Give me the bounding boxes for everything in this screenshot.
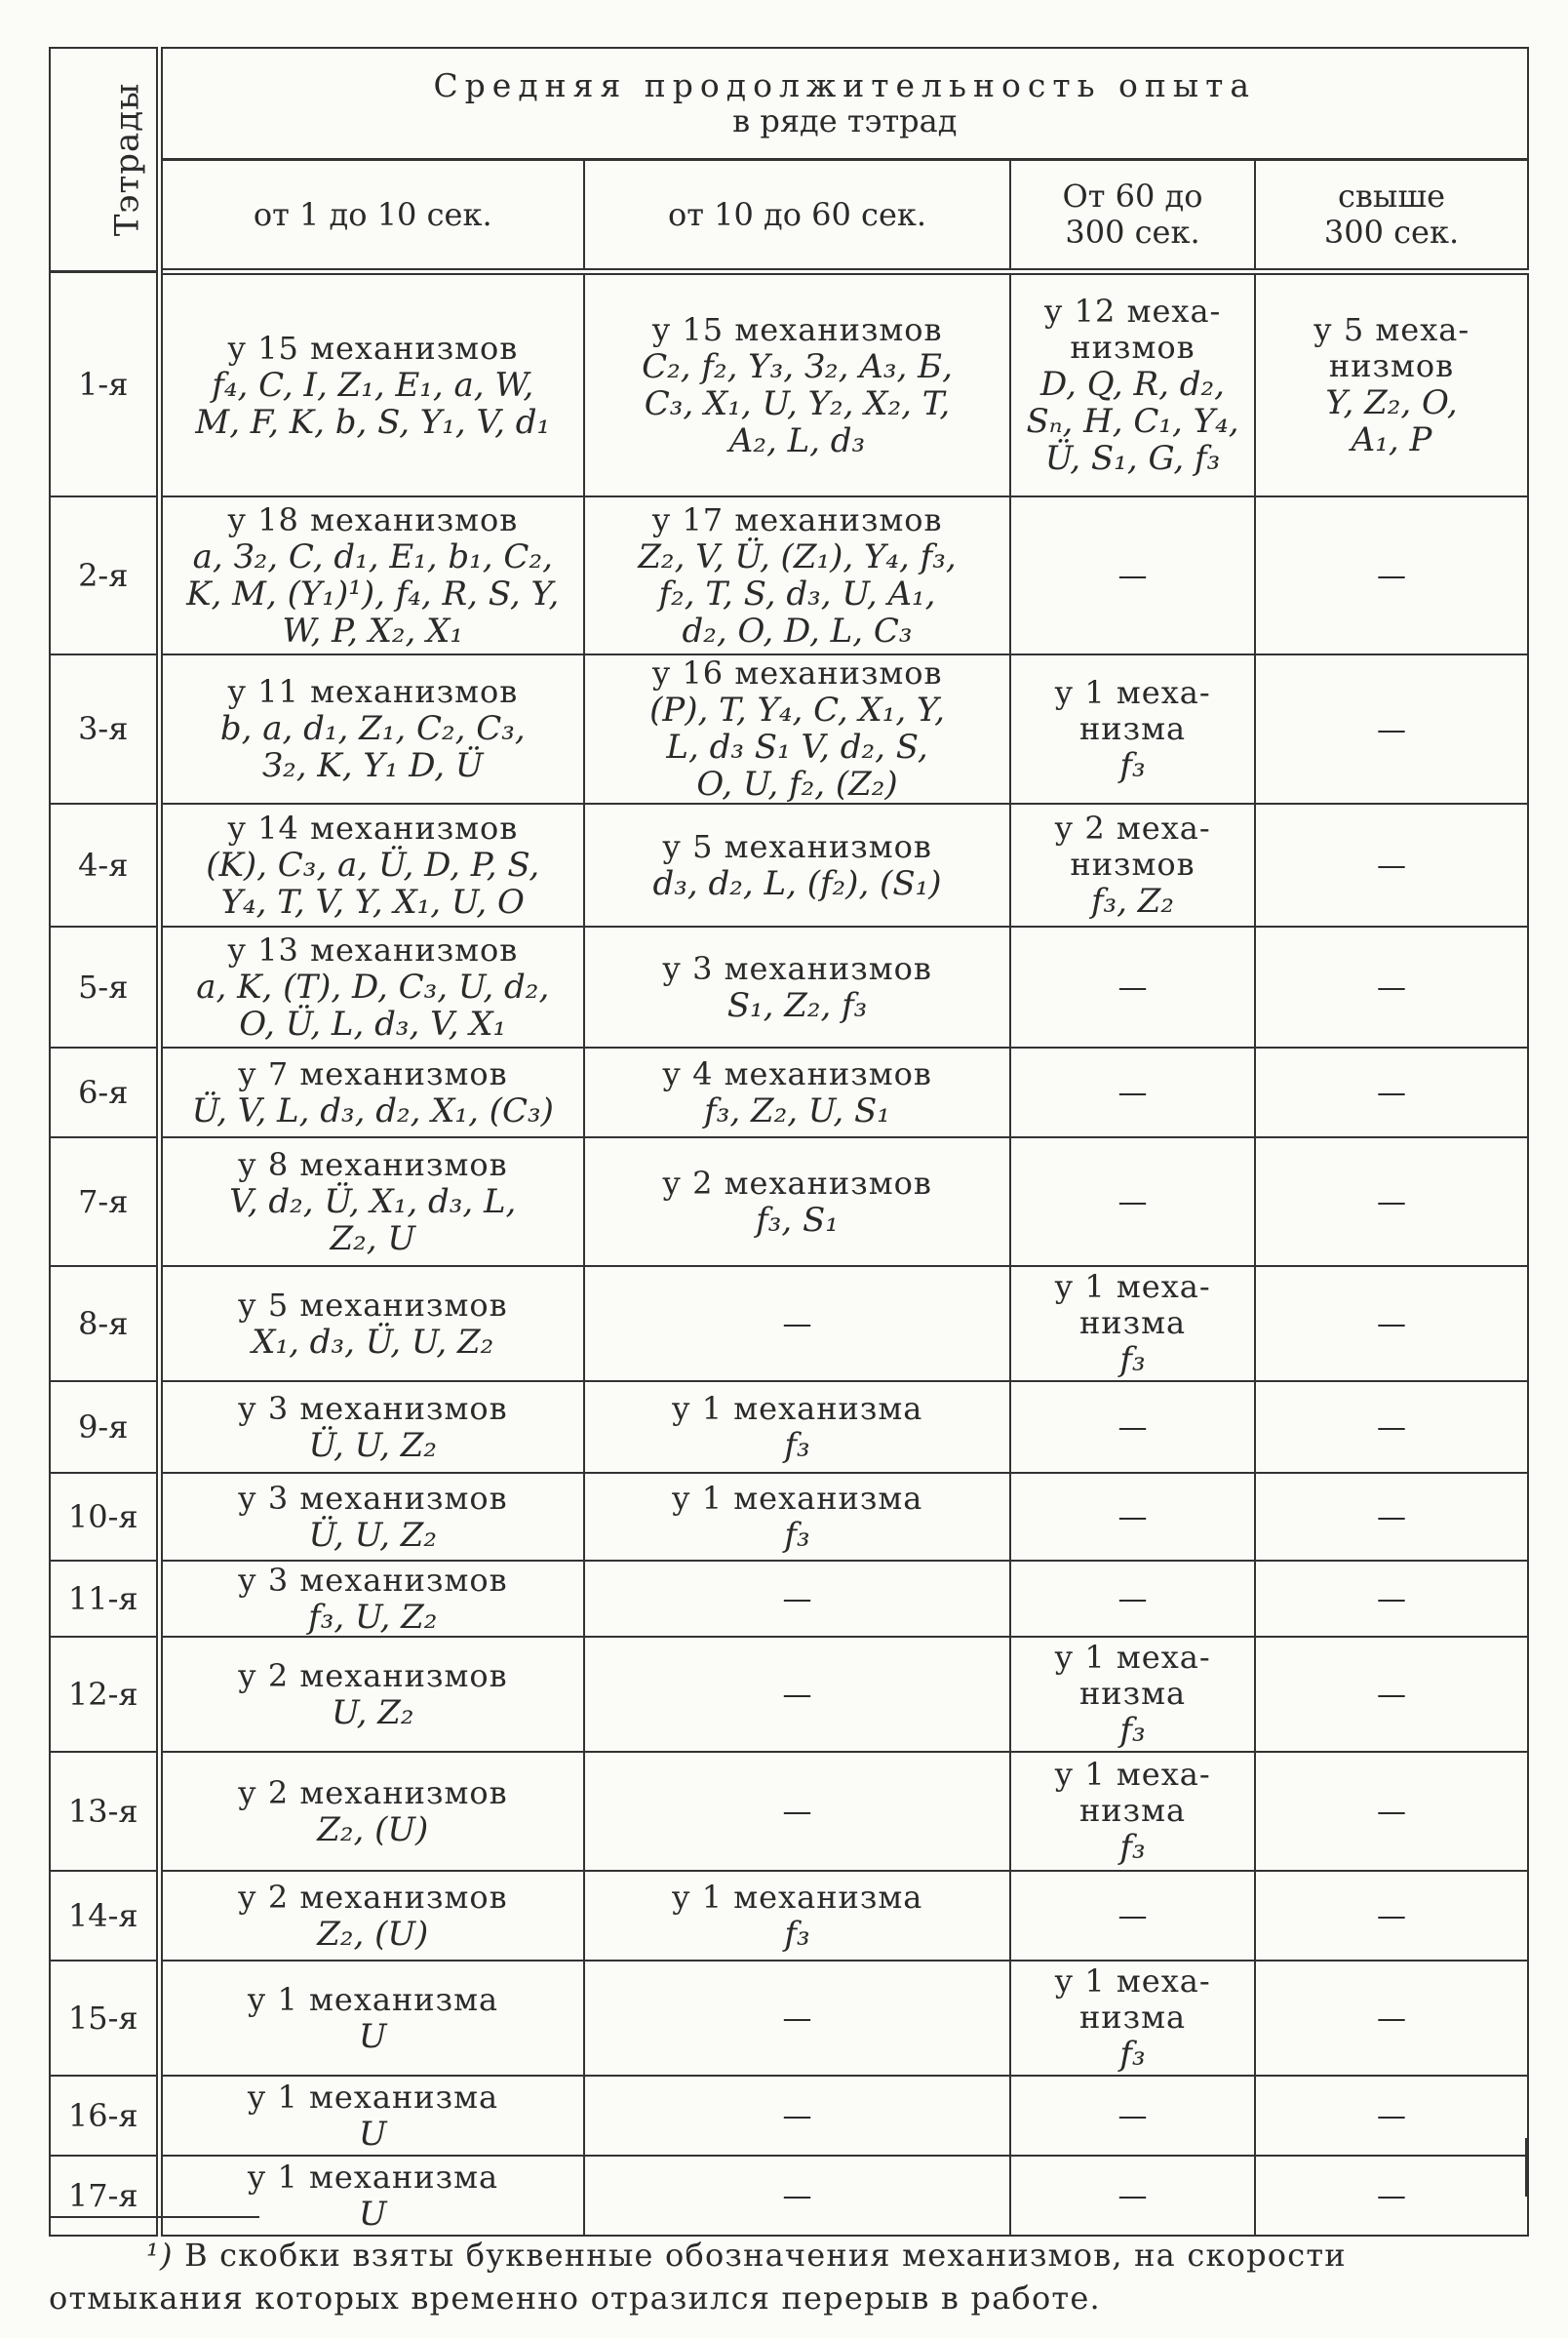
mechanism-list: b, a, d₁, Z₁, C₂, C₃, xyxy=(219,709,526,748)
cell-c2 xyxy=(584,654,1010,804)
mechanism-count: у 1 механизма xyxy=(671,1389,923,1427)
mechanism-count: у 5 механизмов xyxy=(662,827,932,865)
empty-dash: — xyxy=(1117,1899,1148,1933)
cell-c1 xyxy=(159,1381,584,1473)
tetrad-label: 4-я xyxy=(50,804,159,927)
cell-c2 xyxy=(584,1473,1010,1561)
cell-c3 xyxy=(1010,496,1255,654)
empty-dash: — xyxy=(1377,1795,1407,1829)
table-header xyxy=(50,48,1528,272)
empty-dash: — xyxy=(1117,1500,1148,1534)
mechanism-count-cont: низма xyxy=(1078,1304,1187,1341)
mechanism-list: V, d₂, Ü, X₁, d₃, L, xyxy=(229,1181,517,1221)
mechanism-count: у 14 механизмов xyxy=(227,809,519,847)
mechanism-list: Z₂, U xyxy=(330,1218,416,1258)
mechanism-list: f₃, U, Z₂ xyxy=(308,1597,438,1637)
empty-dash: — xyxy=(1377,2001,1407,2036)
mechanism-count: у 5 меха- xyxy=(1313,311,1470,348)
tetrad-label: 6-я xyxy=(50,1048,159,1137)
cell-c4 xyxy=(1255,1137,1528,1266)
mechanism-list: f₃ xyxy=(1119,2035,1146,2074)
column-header-60-300 xyxy=(1010,160,1255,272)
cell-c4 xyxy=(1255,2156,1528,2236)
data-table xyxy=(49,47,1529,2237)
mechanism-list: f₃ xyxy=(784,1515,810,1555)
cell-c2 xyxy=(584,272,1010,497)
cell-c1 xyxy=(159,927,584,1048)
mechanism-list: X₁, d₃, Ü, U, Z₂ xyxy=(252,1322,494,1362)
mechanism-count: у 13 механизмов xyxy=(227,931,519,969)
cell-c2 xyxy=(584,1561,1010,1637)
tetrad-label: 17-я xyxy=(50,2156,159,2236)
table-row xyxy=(50,1561,1528,1637)
tetrad-label: 9-я xyxy=(50,1381,159,1473)
empty-dash: — xyxy=(1377,1899,1407,1933)
empty-dash: — xyxy=(1117,1076,1148,1110)
mechanism-list: O, U, f₂, (Z₂) xyxy=(696,765,898,804)
cell-c4 xyxy=(1255,1752,1528,1871)
mechanism-count: у 2 механизмов xyxy=(662,1164,932,1202)
column-header-label: свыше xyxy=(1337,178,1446,215)
tetrad-header xyxy=(50,48,159,272)
column-header-label: от 1 до 10 сек. xyxy=(253,195,492,233)
mechanism-count: у 15 механизмов xyxy=(227,329,519,367)
empty-dash: — xyxy=(782,2099,812,2133)
cell-c3 xyxy=(1010,1266,1255,1381)
mechanism-list: d₂, O, D, L, C₃ xyxy=(682,611,913,651)
mechanism-count: у 2 механизмов xyxy=(237,1656,508,1694)
cell-c3 xyxy=(1010,2076,1255,2156)
empty-dash: — xyxy=(1377,1500,1407,1534)
cell-c1 xyxy=(159,1637,584,1752)
mechanism-count: у 11 механизмов xyxy=(227,673,519,710)
tetrad-label: 11-я xyxy=(50,1561,159,1637)
mechanism-list: f₃ xyxy=(784,1914,810,1954)
empty-dash: — xyxy=(1117,2179,1148,2213)
mechanism-count-cont: низмов xyxy=(1070,329,1196,366)
mechanism-list: f₃ xyxy=(1119,745,1146,785)
table-row xyxy=(50,1752,1528,1871)
mechanism-list: Ü, V, L, d₃, d₂, X₁, (C₃) xyxy=(191,1090,554,1130)
table-row xyxy=(50,1266,1528,1381)
cell-c1 xyxy=(159,1961,584,2076)
mechanism-list: A₂, L, d₃ xyxy=(728,420,866,460)
group-title-line2: в ряде тэтрад xyxy=(732,102,958,139)
cell-c4 xyxy=(1255,1048,1528,1137)
cell-c3 xyxy=(1010,1752,1255,1871)
mechanism-count: у 2 механизмов xyxy=(237,1878,508,1916)
mechanism-count-cont: низмов xyxy=(1070,846,1196,883)
tetrad-label: 8-я xyxy=(50,1266,159,1381)
tetrad-label: 13-я xyxy=(50,1752,159,1871)
cell-c1 xyxy=(159,1871,584,1961)
tetrad-label: 2-я xyxy=(50,496,159,654)
mechanism-list: U xyxy=(358,2016,387,2056)
table-row xyxy=(50,1871,1528,1961)
cell-c1 xyxy=(159,2076,584,2156)
mechanism-list: W, P, X₂, X₁ xyxy=(282,611,463,651)
empty-dash: — xyxy=(782,1582,812,1616)
column-header-label: От 60 до xyxy=(1062,178,1203,215)
cell-c2 xyxy=(584,1961,1010,2076)
cell-c3 xyxy=(1010,804,1255,927)
tetrad-label: 7-я xyxy=(50,1137,159,1266)
mechanism-count: у 1 меха- xyxy=(1054,1639,1211,1676)
mechanism-list: O, Ü, L, d₃, V, X₁ xyxy=(239,1004,507,1044)
mechanism-list: a, K, (T), D, C₃, U, d₂, xyxy=(196,967,550,1007)
cell-c4 xyxy=(1255,1961,1528,2076)
mechanism-list: f₃, S₁ xyxy=(756,1200,839,1240)
mechanism-list: f₂, T, S, d₃, U, A₁, xyxy=(658,574,936,614)
mechanism-list: U, Z₂ xyxy=(332,1692,414,1732)
group-title-line1: Средняя продолжительность опыта xyxy=(433,66,1257,104)
cell-c2 xyxy=(584,804,1010,927)
table-row xyxy=(50,1048,1528,1137)
mechanism-list: M, F, K, b, S, Y₁, V, d₁ xyxy=(195,402,551,442)
mechanism-list: Z₂, (U) xyxy=(317,1809,429,1849)
cell-c1 xyxy=(159,1752,584,1871)
table-body xyxy=(50,272,1528,2237)
cell-c2 xyxy=(584,1381,1010,1473)
column-header-over-300 xyxy=(1255,160,1528,272)
cell-c3 xyxy=(1010,1561,1255,1637)
mechanism-list: f₃ xyxy=(784,1425,810,1465)
mechanism-list: З₂, K, Y₁ D, Ü xyxy=(261,746,484,785)
empty-dash: — xyxy=(1377,1678,1407,1712)
cell-c3 xyxy=(1010,1137,1255,1266)
table-row xyxy=(50,804,1528,927)
empty-dash: — xyxy=(1117,2099,1148,2133)
mechanism-count: у 5 механизмов xyxy=(237,1286,508,1324)
mechanism-count-cont: низма xyxy=(1078,1999,1187,2036)
column-header-label: 300 сек. xyxy=(1323,214,1460,251)
mechanism-count: у 1 механизма xyxy=(247,2078,499,2116)
empty-dash: — xyxy=(782,1678,812,1712)
empty-dash: — xyxy=(782,1307,812,1341)
mechanism-count-cont: низма xyxy=(1078,1792,1187,1829)
mechanism-list: f₃ xyxy=(1119,1340,1146,1379)
cell-c4 xyxy=(1255,804,1528,927)
cell-c4 xyxy=(1255,1871,1528,1961)
empty-dash: — xyxy=(1377,1307,1407,1341)
mechanism-list: Y, Z₂, O, xyxy=(1325,383,1458,422)
mechanism-count: у 16 механизмов xyxy=(651,654,943,692)
cell-c2 xyxy=(584,2156,1010,2236)
empty-dash: — xyxy=(1117,1185,1148,1219)
mechanism-list: Z₂, V, Ü, (Z₁), Y₄, f₃, xyxy=(638,536,957,576)
cell-c2 xyxy=(584,2076,1010,2156)
mechanism-count: у 12 меха- xyxy=(1043,293,1222,330)
cell-c3 xyxy=(1010,654,1255,804)
tetrad-label: 12-я xyxy=(50,1637,159,1752)
empty-dash: — xyxy=(1377,712,1407,747)
cell-c3 xyxy=(1010,272,1255,497)
cell-c1 xyxy=(159,496,584,654)
cell-c1 xyxy=(159,1266,584,1381)
tetrad-label: 3-я xyxy=(50,654,159,804)
mechanism-count: у 2 меха- xyxy=(1054,810,1211,847)
mechanism-list: C₂, f₂, Y₃, З₂, A₃, Б, xyxy=(642,346,953,386)
table-row xyxy=(50,654,1528,804)
table-row xyxy=(50,272,1528,497)
cell-c1 xyxy=(159,1473,584,1561)
empty-dash: — xyxy=(1377,1410,1407,1445)
mechanism-count: у 1 меха- xyxy=(1054,1756,1211,1793)
cell-c4 xyxy=(1255,1381,1528,1473)
cell-c1 xyxy=(159,804,584,927)
empty-dash: — xyxy=(1377,971,1407,1005)
mechanism-count-cont: низмов xyxy=(1328,347,1455,384)
mechanism-list: Y₄, T, V, Y, X₁, U, O xyxy=(220,882,525,922)
footnote xyxy=(49,2234,1527,2319)
mechanism-count: у 3 механизмов xyxy=(662,949,932,987)
empty-dash: — xyxy=(1377,849,1407,883)
mechanism-list: f₃ xyxy=(1119,1828,1146,1867)
empty-dash: — xyxy=(782,2001,812,2036)
cell-c3 xyxy=(1010,1381,1255,1473)
cell-c2 xyxy=(584,1266,1010,1381)
mechanism-count: у 3 механизмов xyxy=(237,1389,508,1427)
empty-dash: — xyxy=(1117,559,1148,593)
mechanism-count: у 1 меха- xyxy=(1054,673,1211,711)
mechanism-list: Ü, S₁, G, f₃ xyxy=(1044,439,1221,478)
table-row xyxy=(50,2156,1528,2236)
mechanism-list: U xyxy=(358,2194,387,2234)
cell-c4 xyxy=(1255,496,1528,654)
cell-c4 xyxy=(1255,2076,1528,2156)
mechanism-count: у 1 механизма xyxy=(247,2158,499,2196)
mechanism-count: у 4 механизмов xyxy=(662,1054,932,1092)
tetrad-label: 10-я xyxy=(50,1473,159,1561)
empty-dash: — xyxy=(1377,1185,1407,1219)
table-row xyxy=(50,1137,1528,1266)
empty-dash: — xyxy=(782,2179,812,2213)
tetrad-header-label: Тэтрады xyxy=(107,82,147,237)
mechanism-list: L, d₃ S₁ V, d₂, S, xyxy=(666,728,928,767)
mechanism-list: d₃, d₂, L, (f₂), (S₁) xyxy=(652,863,942,903)
column-header-label: от 10 до 60 сек. xyxy=(667,195,927,233)
empty-dash: — xyxy=(782,1795,812,1829)
cell-c2 xyxy=(584,1137,1010,1266)
empty-dash: — xyxy=(1377,559,1407,593)
mechanism-count: у 7 механизмов xyxy=(237,1054,508,1092)
tetrad-label: 16-я xyxy=(50,2076,159,2156)
mechanism-count: у 1 меха- xyxy=(1054,1962,1211,2000)
footnote-text: В скобки взяты буквенные обозначения механизмов, на скорости отмыкания которых временно отразился перерыв в работе. xyxy=(49,2237,1347,2317)
column-header-label: 300 сек. xyxy=(1065,214,1200,251)
cell-c2 xyxy=(584,1871,1010,1961)
mechanism-count: у 8 механизмов xyxy=(237,1145,508,1183)
column-header-10-60 xyxy=(584,160,1010,272)
tetrad-label: 14-я xyxy=(50,1871,159,1961)
cell-c3 xyxy=(1010,1637,1255,1752)
cell-c4 xyxy=(1255,1266,1528,1381)
mechanism-list: Z₂, (U) xyxy=(317,1914,429,1954)
mechanism-count: у 15 механизмов xyxy=(651,310,943,348)
cell-c1 xyxy=(159,1048,584,1137)
cell-c2 xyxy=(584,496,1010,654)
mechanism-list: Ü, U, Z₂ xyxy=(308,1515,438,1555)
cell-c3 xyxy=(1010,1473,1255,1561)
cell-c1 xyxy=(159,272,584,497)
mechanism-count: у 2 механизмов xyxy=(237,1773,508,1811)
cell-c4 xyxy=(1255,1637,1528,1752)
mechanism-list: f₄, C, I, Z₁, E₁, a, W, xyxy=(212,365,534,405)
table-row xyxy=(50,1961,1528,2076)
cell-c4 xyxy=(1255,1561,1528,1637)
tetrad-label: 1-я xyxy=(50,272,159,497)
mechanism-list: (P), T, Y₄, C, X₁, Y, xyxy=(649,691,945,730)
cell-c2 xyxy=(584,1048,1010,1137)
mechanism-list: (K), C₃, a, Ü, D, P, S, xyxy=(206,845,540,885)
tetrad-label: 15-я xyxy=(50,1961,159,2076)
table-row xyxy=(50,927,1528,1048)
tetrad-label: 5-я xyxy=(50,927,159,1048)
cell-c2 xyxy=(584,1637,1010,1752)
cell-c2 xyxy=(584,1752,1010,1871)
empty-dash: — xyxy=(1117,971,1148,1005)
mechanism-list: f₃ xyxy=(1119,1711,1146,1750)
cell-c3 xyxy=(1010,1048,1255,1137)
cell-c3 xyxy=(1010,2156,1255,2236)
cell-c1 xyxy=(159,1137,584,1266)
table-row xyxy=(50,1381,1528,1473)
mechanism-count: у 3 механизмов xyxy=(237,1561,508,1599)
left-rule xyxy=(49,2138,51,2197)
mechanism-list: a, З₂, C, d₁, E₁, b₁, C₂, xyxy=(192,536,553,576)
mechanism-list: Ü, U, Z₂ xyxy=(308,1425,438,1465)
table-row xyxy=(50,496,1528,654)
mechanism-list: f₃, Z₂, U, S₁ xyxy=(704,1090,890,1130)
mechanism-count: у 18 механизмов xyxy=(227,500,519,538)
mechanism-list: U xyxy=(358,2114,387,2154)
mechanism-list: A₁, P xyxy=(1351,420,1432,459)
mechanism-list: D, Q, R, d₂, xyxy=(1040,365,1225,404)
empty-dash: — xyxy=(1117,1410,1148,1445)
cell-c4 xyxy=(1255,654,1528,804)
table-row xyxy=(50,1473,1528,1561)
mechanism-count: у 1 меха- xyxy=(1054,1268,1211,1305)
mechanism-count: у 17 механизмов xyxy=(651,500,943,538)
mechanism-count: у 3 механизмов xyxy=(237,1479,508,1517)
mechanism-count: у 1 механизма xyxy=(247,1980,499,2018)
table-row xyxy=(50,2076,1528,2156)
cell-c1 xyxy=(159,2156,584,2236)
cell-c1 xyxy=(159,1561,584,1637)
mechanism-count: у 1 механизма xyxy=(671,1479,923,1517)
footnote-mark: ¹) xyxy=(146,2237,174,2274)
mechanism-count-cont: низма xyxy=(1078,1675,1187,1712)
empty-dash: — xyxy=(1377,1076,1407,1110)
cell-c3 xyxy=(1010,927,1255,1048)
cell-c4 xyxy=(1255,1473,1528,1561)
cell-c3 xyxy=(1010,1961,1255,2076)
mechanism-count-cont: низма xyxy=(1078,709,1187,747)
cell-c2 xyxy=(584,927,1010,1048)
mechanism-list: Sₙ, H, C₁, Y₄, xyxy=(1026,402,1239,441)
mechanism-count: у 1 механизма xyxy=(671,1878,923,1916)
mechanism-list: C₃, X₁, U, Y₂, X₂, T, xyxy=(644,383,951,423)
mechanism-list: S₁, Z₂, f₃ xyxy=(726,985,868,1025)
right-rule xyxy=(1525,2138,1527,2197)
cell-c3 xyxy=(1010,1871,1255,1961)
table-row xyxy=(50,1637,1528,1752)
empty-dash: — xyxy=(1377,2099,1407,2133)
empty-dash: — xyxy=(1117,1582,1148,1616)
mechanism-list: K, M, (Y₁)¹), f₄, R, S, Y, xyxy=(186,574,560,614)
mechanism-list: f₃, Z₂ xyxy=(1090,882,1175,921)
cell-c4 xyxy=(1255,927,1528,1048)
cell-c1 xyxy=(159,654,584,804)
empty-dash: — xyxy=(1377,2179,1407,2213)
cell-c4 xyxy=(1255,272,1528,497)
footnote-rule xyxy=(49,2216,259,2218)
empty-dash: — xyxy=(1377,1582,1407,1616)
column-header-1-10 xyxy=(159,160,584,272)
group-title xyxy=(159,48,1528,160)
